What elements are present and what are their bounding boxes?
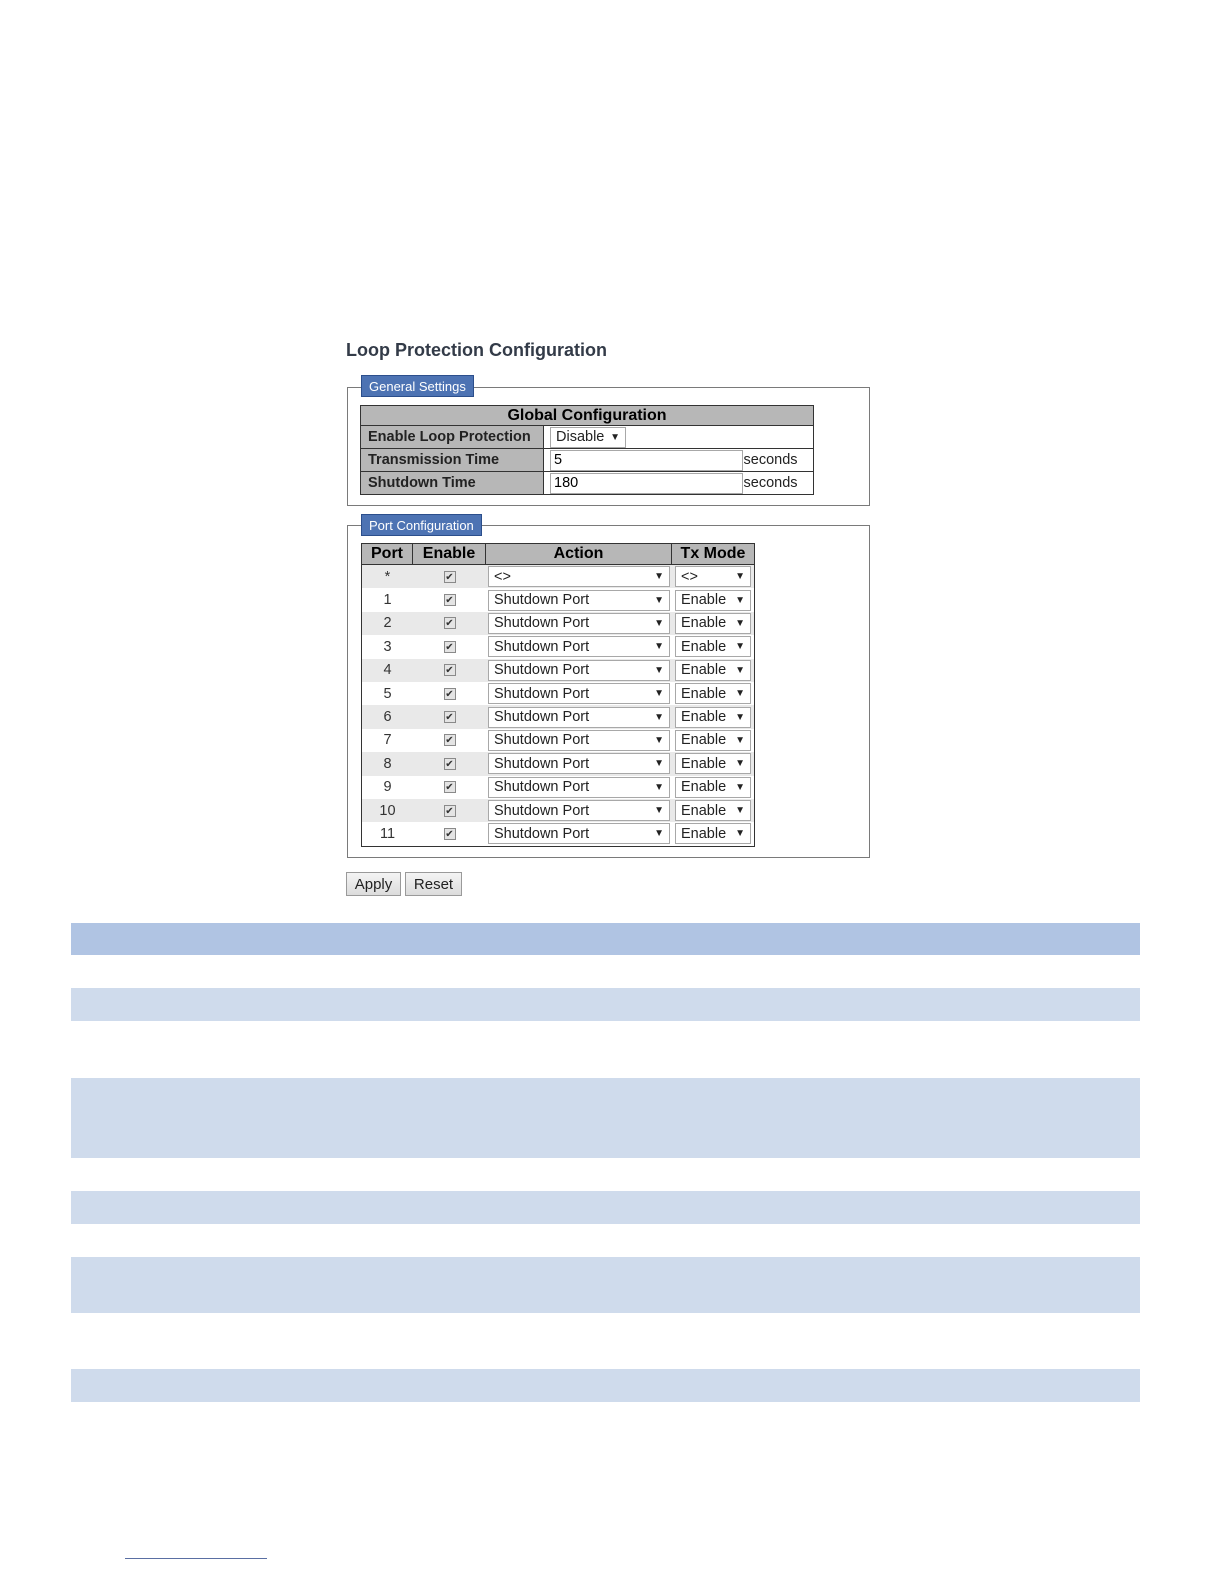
column-header-tx-mode: Tx Mode <box>680 545 746 562</box>
chevron-down-icon: ▼ <box>654 664 664 676</box>
description-row <box>71 1191 1140 1224</box>
tx-mode-value: Enable <box>681 662 727 679</box>
shutdown-time-label: Shutdown Time <box>361 472 544 495</box>
port-number: * <box>384 568 391 585</box>
tx-mode-select[interactable] <box>675 590 751 611</box>
chevron-down-icon: ▼ <box>735 688 745 700</box>
port-table-header <box>362 544 754 565</box>
chevron-down-icon: ▼ <box>654 711 664 723</box>
action-value: Shutdown Port <box>494 638 590 655</box>
enable-checkbox[interactable]: ✔ <box>445 735 454 747</box>
port-number: 2 <box>383 615 392 632</box>
chevron-down-icon: ▼ <box>735 805 745 817</box>
table-row <box>362 659 754 682</box>
chevron-down-icon: ▼ <box>610 431 620 443</box>
action-value: <> <box>494 568 511 585</box>
action-value: Shutdown Port <box>494 755 590 772</box>
column-header-port: Port <box>362 544 413 564</box>
tx-mode-select[interactable] <box>675 683 751 704</box>
shutdown-time-unit: seconds <box>744 472 814 495</box>
enable-loop-protection-select[interactable] <box>550 427 626 448</box>
description-table-header <box>71 923 1140 955</box>
action-value: Shutdown Port <box>494 685 590 702</box>
table-row <box>362 799 754 822</box>
transmission-time-input[interactable]: 5 <box>550 450 743 471</box>
transmission-time-unit: seconds <box>744 449 814 472</box>
tx-mode-value: Enable <box>681 638 727 655</box>
action-value: Shutdown Port <box>494 779 590 796</box>
port-number: 11 <box>379 825 396 842</box>
action-value: Shutdown Port <box>494 592 590 609</box>
action-select[interactable] <box>488 636 670 657</box>
column-header-enable: Enable <box>413 544 486 564</box>
tx-mode-value: Enable <box>681 709 727 726</box>
chevron-down-icon: ▼ <box>654 594 664 606</box>
port-configuration-table <box>361 543 755 847</box>
tx-mode-select[interactable] <box>675 636 751 657</box>
shutdown-time-input[interactable]: 180 <box>550 473 743 494</box>
action-select[interactable] <box>488 660 670 681</box>
reset-button[interactable]: Reset <box>405 872 462 896</box>
enable-checkbox[interactable]: ✔ <box>445 618 454 630</box>
tx-mode-value: Enable <box>681 592 727 609</box>
action-select[interactable] <box>488 590 670 611</box>
enable-checkbox[interactable]: ✔ <box>445 805 454 817</box>
global-configuration-header: Global Configuration <box>361 406 814 426</box>
enable-checkbox[interactable]: ✔ <box>445 571 454 583</box>
action-value: Shutdown Port <box>494 802 590 819</box>
table-row <box>362 752 754 775</box>
port-number: 1 <box>383 592 392 609</box>
chevron-down-icon: ▼ <box>654 734 664 746</box>
table-row <box>362 635 754 658</box>
general-settings-legend: General Settings <box>361 375 474 397</box>
enable-checkbox[interactable]: ✔ <box>445 595 454 607</box>
table-row <box>362 729 754 752</box>
port-table-body <box>362 565 754 846</box>
port-number: 4 <box>383 662 392 679</box>
enable-loop-protection-value: Disable <box>556 429 605 445</box>
action-select[interactable] <box>488 777 670 798</box>
description-row <box>71 1257 1140 1313</box>
chevron-down-icon: ▼ <box>654 758 664 770</box>
tx-mode-value: Enable <box>681 615 727 632</box>
tx-mode-value: Enable <box>681 825 727 842</box>
footnote-separator <box>125 1558 267 1559</box>
port-number: 7 <box>383 732 392 749</box>
port-number: 6 <box>383 709 392 726</box>
enable-checkbox[interactable]: ✔ <box>445 641 454 653</box>
column-header-action: Action <box>486 544 672 564</box>
table-row <box>362 776 754 799</box>
chevron-down-icon: ▼ <box>654 828 664 840</box>
action-select[interactable] <box>488 707 670 728</box>
tx-mode-select[interactable] <box>675 800 751 821</box>
enable-checkbox[interactable]: ✔ <box>445 828 454 840</box>
action-value: Shutdown Port <box>494 825 590 842</box>
chevron-down-icon: ▼ <box>735 571 745 583</box>
description-row <box>71 1078 1140 1158</box>
tx-mode-value: Enable <box>681 685 727 702</box>
tx-mode-value: Enable <box>681 802 727 819</box>
enable-checkbox[interactable]: ✔ <box>445 712 454 724</box>
chevron-down-icon: ▼ <box>735 664 745 676</box>
enable-loop-protection-label: Enable Loop Protection <box>361 426 544 449</box>
chevron-down-icon: ▼ <box>654 781 664 793</box>
enable-checkbox[interactable]: ✔ <box>445 688 454 700</box>
tx-mode-value: <> <box>681 568 698 585</box>
table-row <box>362 612 754 635</box>
enable-checkbox[interactable]: ✔ <box>445 665 454 677</box>
action-select[interactable] <box>488 613 670 634</box>
action-select[interactable] <box>488 683 670 704</box>
chevron-down-icon: ▼ <box>654 641 664 653</box>
chevron-down-icon: ▼ <box>735 711 745 723</box>
apply-button[interactable]: Apply <box>346 872 401 896</box>
port-number: 8 <box>383 755 392 772</box>
chevron-down-icon: ▼ <box>735 828 745 840</box>
tx-mode-select[interactable] <box>675 613 751 634</box>
action-select[interactable] <box>488 566 670 587</box>
tx-mode-select[interactable] <box>675 823 751 844</box>
tx-mode-select[interactable] <box>675 730 751 751</box>
chevron-down-icon: ▼ <box>735 734 745 746</box>
tx-mode-select[interactable] <box>675 707 751 728</box>
tx-mode-value: Enable <box>681 779 727 796</box>
port-configuration-legend: Port Configuration <box>361 514 482 536</box>
global-configuration-table <box>360 405 814 495</box>
action-value: Shutdown Port <box>494 615 590 632</box>
chevron-down-icon: ▼ <box>735 617 745 629</box>
enable-checkbox[interactable]: ✔ <box>445 758 454 770</box>
tx-mode-select[interactable] <box>675 660 751 681</box>
port-number: 3 <box>383 638 392 655</box>
action-select[interactable] <box>488 823 670 844</box>
table-row <box>362 705 754 728</box>
table-row <box>362 588 754 611</box>
description-row <box>71 1369 1140 1402</box>
tx-mode-select[interactable] <box>675 566 751 587</box>
table-row <box>362 682 754 705</box>
chevron-down-icon: ▼ <box>654 805 664 817</box>
action-value: Shutdown Port <box>494 732 590 749</box>
port-number: 10 <box>379 802 396 819</box>
action-value: Shutdown Port <box>494 662 590 679</box>
chevron-down-icon: ▼ <box>735 781 745 793</box>
chevron-down-icon: ▼ <box>654 571 664 583</box>
page-title: Loop Protection Configuration <box>346 340 607 360</box>
tx-mode-select[interactable] <box>675 777 751 798</box>
port-number: 9 <box>383 779 392 796</box>
port-number: 5 <box>383 685 392 702</box>
tx-mode-value: Enable <box>681 732 727 749</box>
description-row <box>71 988 1140 1021</box>
tx-mode-value: Enable <box>681 755 727 772</box>
chevron-down-icon: ▼ <box>735 594 745 606</box>
enable-checkbox[interactable]: ✔ <box>445 782 454 794</box>
action-select[interactable] <box>488 730 670 751</box>
action-select[interactable] <box>488 800 670 821</box>
table-row <box>362 822 754 845</box>
transmission-time-label: Transmission Time <box>361 449 544 472</box>
chevron-down-icon: ▼ <box>735 758 745 770</box>
chevron-down-icon: ▼ <box>735 641 745 653</box>
table-row <box>362 565 754 588</box>
action-select[interactable] <box>488 753 670 774</box>
tx-mode-select[interactable] <box>675 753 751 774</box>
action-value: Shutdown Port <box>494 709 590 726</box>
chevron-down-icon: ▼ <box>654 617 664 629</box>
chevron-down-icon: ▼ <box>654 688 664 700</box>
